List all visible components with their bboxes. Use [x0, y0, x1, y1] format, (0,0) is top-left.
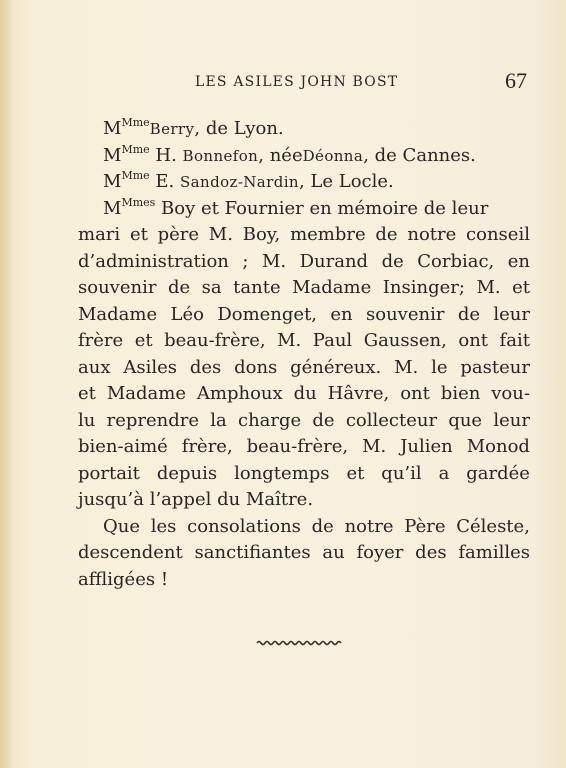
word: Amphoux [196, 383, 283, 404]
word: Gaussen, [363, 330, 447, 351]
word: souvenir [366, 303, 445, 325]
word: de [375, 224, 398, 245]
word: et [346, 462, 365, 484]
word: Durand [299, 250, 369, 272]
word: de [312, 409, 335, 431]
word: souvenir [78, 277, 157, 298]
paragraph-line [78, 222, 530, 249]
paragraph-line [78, 434, 530, 461]
word: notre [344, 515, 394, 537]
word: Julien [400, 436, 453, 457]
paragraph-line [78, 381, 530, 408]
word: foyer [356, 542, 404, 563]
word: et [512, 277, 530, 298]
donor-line-sandoz [78, 169, 530, 196]
paragraph-line [78, 275, 530, 302]
word: charge [237, 409, 302, 431]
honorific: $M^{Mmes}$ [103, 195, 156, 219]
honorific-sup: Mme [121, 169, 150, 182]
word: M. [261, 250, 287, 272]
word: Hâvre, [327, 383, 390, 404]
word: Monod [466, 436, 530, 457]
word: ; [242, 250, 249, 272]
word: de [457, 303, 480, 325]
word: père [157, 224, 200, 245]
word: la [210, 409, 227, 431]
word: lu [78, 409, 96, 431]
word: généreux. [290, 356, 382, 378]
paragraph-line [78, 328, 530, 355]
word: Que [103, 515, 141, 537]
word: aux [78, 356, 111, 378]
paragraph-line-last: jusqu’à l’appel du Maître. [78, 489, 314, 510]
word: Boy, [242, 224, 281, 245]
closing-line [78, 514, 530, 541]
word: reprendre [106, 409, 200, 431]
donor-place: , Le Locle. [298, 171, 394, 192]
word: M. [476, 277, 501, 298]
word: Paul [312, 330, 353, 351]
nee-label: née [269, 144, 303, 166]
word: vou- [491, 383, 530, 404]
word: dons [234, 356, 278, 378]
word: Asiles [123, 356, 177, 378]
page-body [78, 116, 530, 593]
word: Léo [170, 303, 204, 325]
word: beau-frère, [246, 436, 349, 457]
word: Madame [78, 303, 158, 325]
running-head: LES ASILES JOHN BOST [195, 74, 399, 90]
word: depuis [156, 462, 218, 484]
word: leur [493, 409, 530, 431]
word: ont [400, 383, 430, 404]
donor-name: Bonnefon [182, 146, 259, 165]
word: des [415, 542, 447, 563]
donor-initial: H. [155, 144, 177, 166]
word: le [431, 356, 448, 378]
word: frère [78, 330, 124, 351]
page-header [0, 66, 566, 98]
donor-place: , de Cannes. [363, 144, 476, 166]
word: frère, [181, 436, 233, 457]
word: Madame [292, 277, 372, 298]
word: portait [78, 462, 140, 484]
paragraph-line [78, 355, 530, 382]
word: qu’il [381, 462, 422, 484]
paragraph-line [78, 461, 530, 488]
word: M. [362, 436, 387, 457]
word: Madame [106, 383, 186, 404]
donor-initial: E. [155, 171, 175, 192]
donor-text: Boy et Fournier en mémoire de leur [161, 197, 489, 219]
honorific-sup: Mme [121, 116, 150, 129]
word: consolations [187, 515, 301, 537]
paragraph-line [78, 302, 530, 329]
word: de [381, 250, 404, 272]
closing-line-last: affligées ! [78, 568, 169, 590]
word: fait [499, 330, 530, 351]
honorific-sup: Mmes [121, 195, 156, 209]
donor-name: Berry [149, 120, 195, 138]
word: sa [201, 277, 222, 298]
word: et [129, 224, 148, 245]
word: conseil [466, 224, 530, 245]
word: pasteur [460, 356, 530, 378]
page-edge-shadow [0, 0, 14, 768]
word: mari [78, 224, 121, 245]
word: et [78, 383, 96, 404]
word: beau-frère, [164, 330, 266, 351]
donor-line-boy [78, 196, 530, 223]
word: au [322, 542, 345, 563]
honorific: $M^{Mme}$ [103, 116, 150, 139]
word: M. [277, 330, 302, 351]
word: en [507, 250, 530, 272]
word: collecteur [345, 409, 438, 431]
word: gardée [466, 462, 530, 484]
word: familles [458, 542, 530, 563]
word: bien [440, 383, 481, 404]
word: membre [290, 224, 366, 245]
page-number: 67 [505, 68, 527, 93]
word: Corbiac, [417, 250, 495, 272]
word: tante [233, 277, 281, 298]
word: et [134, 330, 153, 351]
word: du [293, 383, 317, 404]
word: M. [394, 356, 419, 378]
word: M. [208, 224, 233, 245]
donor-name: Sandoz-Nardin [180, 173, 299, 191]
maiden-name: Déonna [302, 146, 364, 165]
word: longtemps [234, 462, 330, 484]
word: descendent [78, 542, 183, 563]
honorific-sup: Mme [121, 142, 150, 156]
word: Céleste, [456, 515, 530, 537]
word: des [189, 356, 222, 378]
donor-place: , de Lyon. [194, 118, 284, 139]
word: Père [404, 515, 446, 537]
word: d’administration [78, 250, 229, 272]
closing-line [78, 540, 530, 567]
donor-line-bonnefon: $M^{Mme}$ H. Bonnefon, néeDéonna, de Cannes. [103, 142, 476, 166]
word: sanctifiantes [194, 542, 311, 563]
word: de [311, 515, 334, 537]
wavy-rule-icon [255, 638, 343, 648]
word: a [438, 462, 450, 484]
word: de [167, 277, 191, 298]
donor-line-berry [78, 116, 530, 143]
word: bien-aimé [78, 436, 168, 457]
word: Insinger; [382, 277, 465, 298]
honorific: $M^{Mme}$ [103, 169, 150, 192]
word: leur [493, 303, 530, 325]
word: Domenget, [217, 303, 318, 325]
word: les [150, 515, 177, 537]
honorific: $M^{Mme}$ [103, 142, 150, 166]
word: que [448, 409, 483, 431]
word: notre [407, 224, 457, 245]
paragraph-line [78, 249, 530, 276]
paragraph-line [78, 408, 530, 435]
word: ont [458, 330, 489, 351]
word: en [330, 303, 353, 325]
